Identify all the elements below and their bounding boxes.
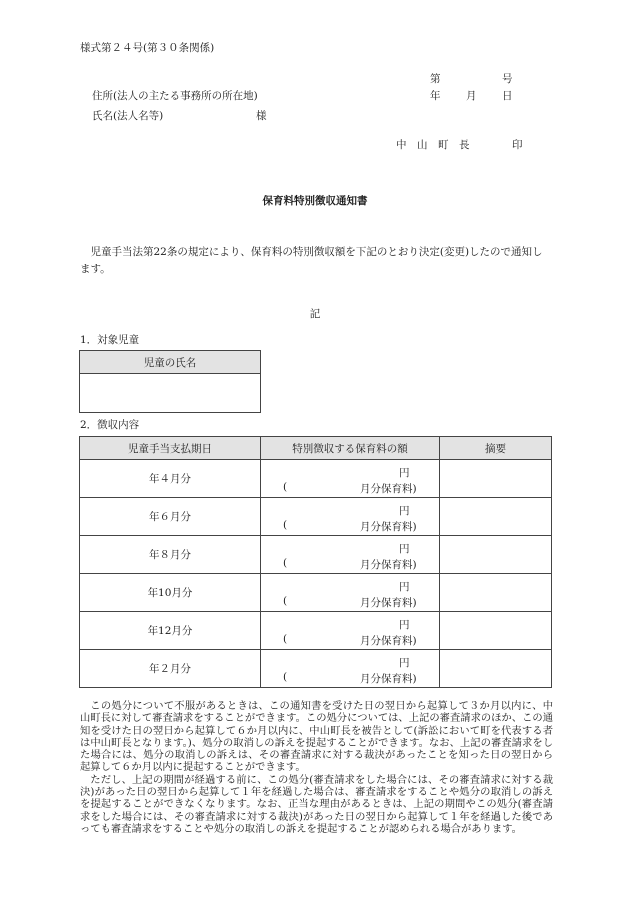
target-child-table (79, 350, 261, 413)
payment-period: 年10月分 (80, 574, 261, 612)
appeal-paragraph: この処分について不服があるときは、この通知書を受けた日の翌日から起算して３か月以内に、中山町長に対して審査請求をすることができます。この処分については、上記の審査請求のほか、この通知を受けた日の翌日から起算して６か月以内に、中山町長を被告として(訴訟において町を代表する者は中山町長となります。)、処分の取消しの訴えを提起することができます。なお、上記の審査請求をした場合には、処分の取消しの訴えは、その審査請求に対する裁決があったことを知った日の翌日から起算して６か月以内に提起することができます。 (80, 700, 553, 774)
name-label: 氏名(法人名等) (92, 110, 164, 122)
document-number-prefix: 第 (430, 73, 441, 85)
payment-period: 年２月分 (80, 650, 261, 688)
remarks-cell (440, 612, 552, 650)
section2-heading: 2．徴収内容 (80, 419, 140, 431)
collection-table (79, 436, 552, 688)
fee-amount-cell (261, 460, 440, 498)
form-number: 様式第２４号(第３０条関係) (80, 42, 215, 54)
fee-amount-cell (261, 536, 440, 574)
yen-label: 円 (399, 543, 410, 555)
payment-period: 年８月分 (80, 536, 261, 574)
ki-mark: 記 (309, 308, 321, 320)
remarks-cell (440, 574, 552, 612)
document-title: 保育料特別徴収通知書 (262, 195, 368, 207)
table-row (80, 460, 552, 498)
fee-amount-cell (261, 574, 440, 612)
honorific: 様 (256, 110, 267, 122)
paren-open: ( (283, 557, 288, 569)
paren-open: ( (283, 671, 288, 683)
intro-paragraph: 児童手当法第22条の規定により、保育料の特別徴収額を下記のとおり決定(変更)したので通知します。 (80, 246, 543, 275)
appeal-paragraph: ただし、上記の期間が経過する前に、この処分(審査請求をした場合には、その審査請求に対する裁決)があった日の翌日から起算して１年を経過した場合は、審査請求をすることや処分の取消しの訴えを提起することができなくなります。なお、正当な理由があるときは、上記の期間やこの処分(審査請求をした場合には、その審査請求に対する裁決)があった日の翌日から起算して１年を経過した後であっても審査請求をすることや処分の取消しの訴えを提起することが認められる場合があります。 (80, 773, 553, 835)
remarks-cell (440, 536, 552, 574)
column-remarks: 摘要 (440, 437, 552, 460)
monthly-fee-note: 月分保育料) (360, 483, 417, 495)
child-name-cell (80, 374, 261, 413)
date-year-label: 年 (430, 90, 441, 102)
monthly-fee-note: 月分保育料) (360, 597, 417, 609)
payment-period: 年６月分 (80, 498, 261, 536)
child-name-header: 児童の氏名 (80, 351, 261, 374)
monthly-fee-note: 月分保育料) (360, 635, 417, 647)
yen-label: 円 (399, 619, 410, 631)
paren-open: ( (283, 481, 288, 493)
table-row (80, 536, 552, 574)
payment-period: 年12月分 (80, 612, 261, 650)
fee-amount-cell (261, 612, 440, 650)
yen-label: 円 (399, 467, 410, 479)
date-month-label: 月 (466, 90, 477, 102)
fee-amount-cell (261, 498, 440, 536)
date-day-label: 日 (502, 90, 513, 102)
column-fee-amount: 特別徴収する保育料の額 (261, 437, 440, 460)
document-number-suffix: 号 (502, 73, 513, 85)
monthly-fee-note: 月分保育料) (360, 673, 417, 685)
fee-amount-cell (261, 650, 440, 688)
address-label: 住所(法人の主たる事務所の所在地) (92, 90, 258, 102)
seal-mark: 印 (512, 139, 523, 151)
remarks-cell (440, 460, 552, 498)
yen-label: 円 (399, 505, 410, 517)
monthly-fee-note: 月分保育料) (360, 559, 417, 571)
payment-period: 年４月分 (80, 460, 261, 498)
paren-open: ( (283, 633, 288, 645)
section1-heading: 1．対象児童 (80, 334, 140, 346)
paren-open: ( (283, 595, 288, 607)
yen-label: 円 (399, 657, 410, 669)
yen-label: 円 (399, 581, 410, 593)
appeal-notice (80, 700, 553, 835)
table-row (80, 650, 552, 688)
monthly-fee-note: 月分保育料) (360, 521, 417, 533)
table-row (80, 574, 552, 612)
table-row (80, 612, 552, 650)
paren-open: ( (283, 519, 288, 531)
table-row (80, 498, 552, 536)
remarks-cell (440, 498, 552, 536)
remarks-cell (440, 650, 552, 688)
column-payment-date: 児童手当支払期日 (80, 437, 261, 460)
issuer-name: 中 山 町 長 (396, 139, 470, 151)
